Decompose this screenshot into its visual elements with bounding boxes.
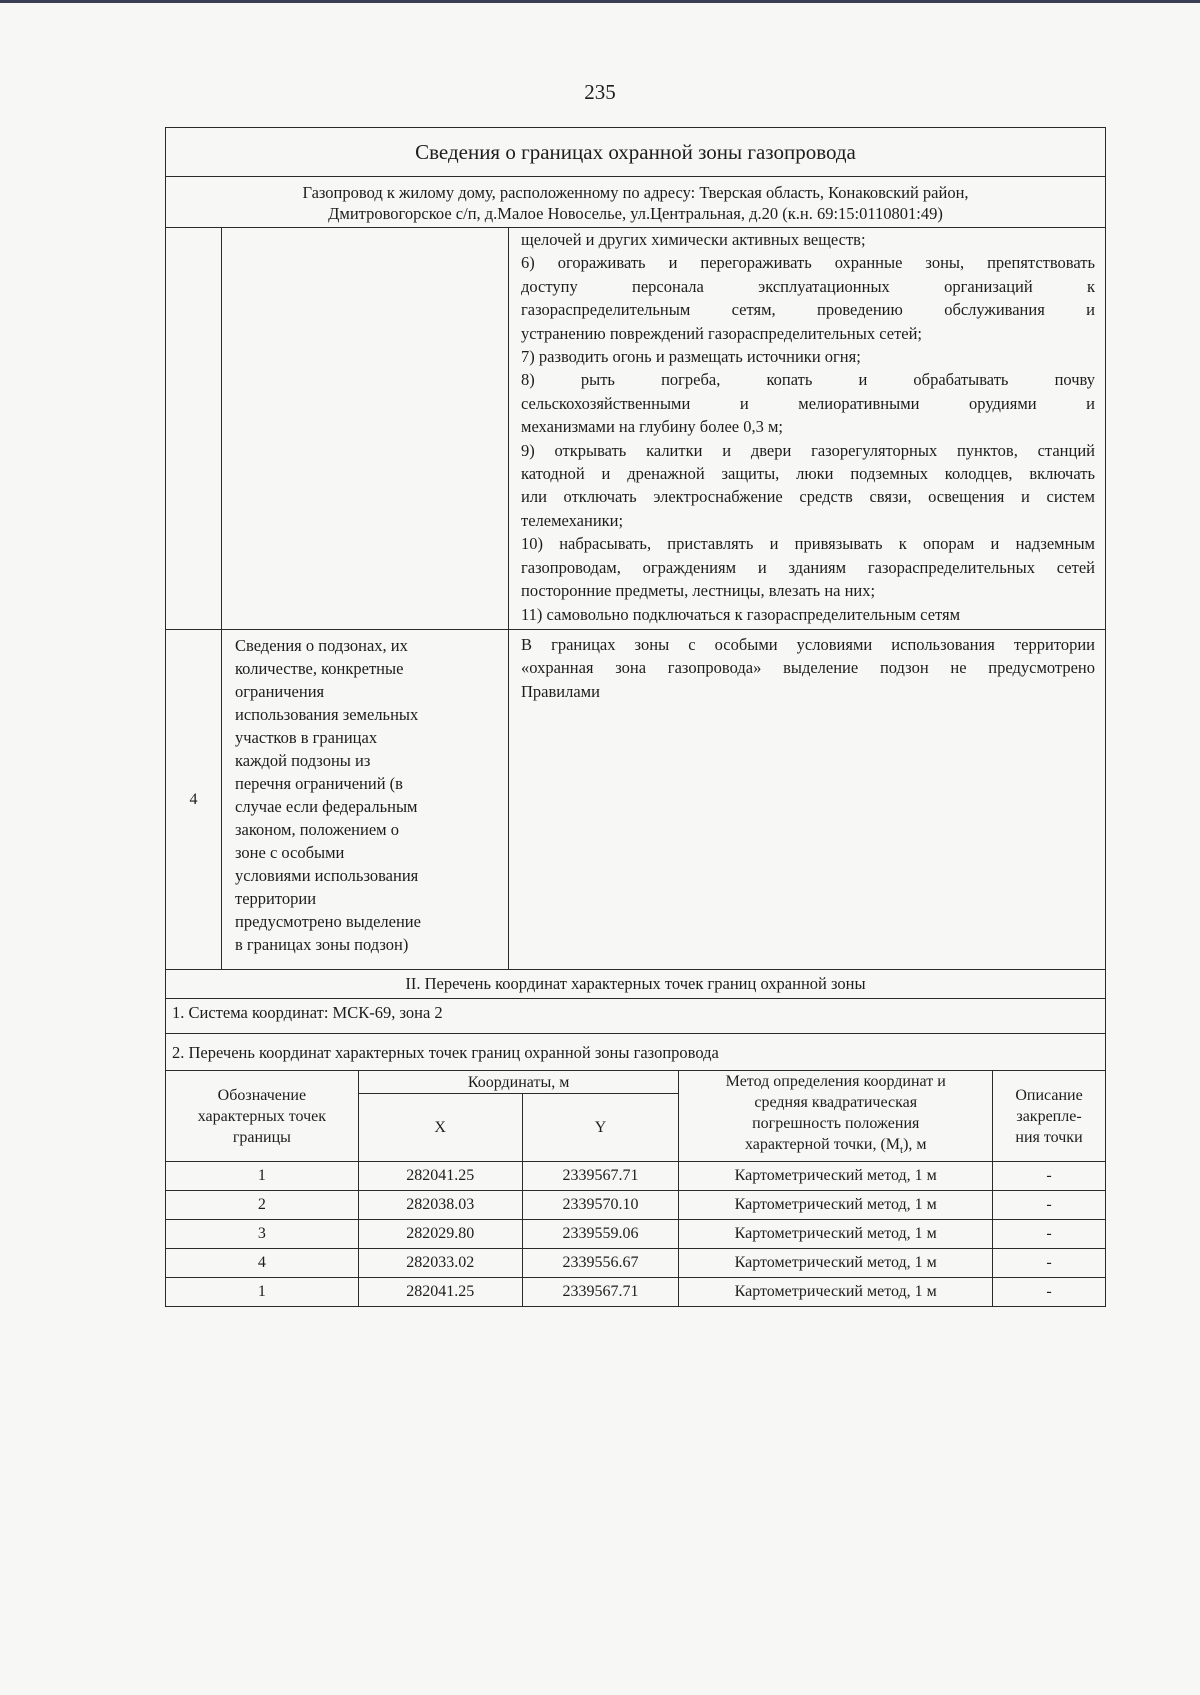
text-line: газораспределительным сетям, проведению обслуживания и [521,300,1095,320]
text-line: или отключать электроснабжение средств связи, освещения и систем [521,487,1095,507]
method-cell: Картометрический метод, 1 м [679,1278,993,1307]
y-cell: 2339567.71 [522,1162,679,1191]
table-row [166,1220,1106,1249]
label-line: случае если федеральным [235,797,418,816]
text-line: устранению повреждений газораспределительных сетей; [521,323,923,343]
label-line: использования земельных [235,705,419,724]
x-cell: 282029.80 [358,1220,522,1249]
text-line: катодной и дренажной защиты, люки подземных колодцев, включать [521,464,1095,484]
zone-info-sheet [165,127,1106,1307]
x-cell: 282041.25 [358,1278,522,1307]
text-line: сельскохозяйственными и мелиоративными орудиями и [521,393,1095,413]
description-cell: - [993,1162,1106,1191]
point-cell: 1 [166,1278,359,1307]
text-line: 11) самовольно подключаться к газораспределительным сетям [521,604,961,624]
scan-top-edge [0,0,1200,3]
x-cell: 282041.25 [358,1162,522,1191]
header-description: Описание закрепле- ния точки [993,1071,1106,1162]
y-cell: 2339567.71 [522,1278,679,1307]
method-cell: Картометрический метод, 1 м [679,1249,993,1278]
row-number: 4 [166,630,222,970]
point-cell: 2 [166,1191,359,1220]
table-row [166,1162,1106,1191]
text-line: 6) огораживать и перегораживать охранные зоны, препятствовать [521,253,1095,273]
label-line: каждой подзоны из [235,751,371,770]
label-line: предусмотрено выделение [235,912,421,931]
header-x: X [358,1094,522,1162]
point-cell: 1 [166,1162,359,1191]
text-line: газопроводам, ограждениям и зданиям газораспределительных сетей [521,557,1095,577]
document-subtitle [166,177,1106,228]
coordinate-list-title: 2. Перечень координат характерных точек границ охранной зоны газопровода [166,1034,1106,1071]
section-title: II. Перечень координат характерных точек границ охранной зоны [166,970,1106,999]
text-line: 8) рыть погреба, копать и обрабатывать почву [521,370,1095,390]
label-line: территории [235,889,317,908]
y-cell: 2339570.10 [522,1191,679,1220]
point-cell: 3 [166,1220,359,1249]
page-number: 235 [584,80,616,104]
header-coordinates: Координаты, м [358,1071,679,1094]
subtitle-line: Дмитровогорское с/п, д.Малое Новоселье, ул.Центральная, д.20 (к.н. 69:15:0110801:49) [328,204,943,223]
row-label-empty [222,228,509,630]
header-method: Метод определения координат и средняя квадратическая погрешность положения характерной точки, $(М_t)$, м [679,1071,993,1162]
method-cell: Картометрический метод, 1 м [679,1162,993,1191]
label-line: законом, положением о [235,820,399,839]
y-cell: 2339559.06 [522,1220,679,1249]
text-line: доступу персонала эксплуатационных организаций к [521,276,1095,296]
text-line: 7) разводить огонь и размещать источники огня; [521,347,861,367]
subtitle-line: Газопровод к жилому дому, расположенному по адресу: Тверская область, Конаковский район, [302,183,969,202]
restrictions-continued [509,228,1106,630]
text-line: 9) открывать калитки и двери газорегуляторных пунктов, станций [521,440,1095,460]
coordinate-system: 1. Система координат: МСК-69, зона 2 [166,999,1106,1034]
text-line: телемеханики; [521,510,624,530]
text-line: 10) набрасывать, приставлять и привязывать к опорам и надземным [521,534,1095,554]
subzones-text [509,630,1106,970]
table-row [166,1191,1106,1220]
y-cell: 2339556.67 [522,1249,679,1278]
table-row [166,1249,1106,1278]
label-line: Сведения о подзонах, их [235,636,408,655]
description-cell: - [993,1278,1106,1307]
method-cell: Картометрический метод, 1 м [679,1191,993,1220]
coordinates-table [165,1070,1106,1307]
text-line: Правилами [521,681,600,701]
description-cell: - [993,1220,1106,1249]
label-line: условиями использования [235,866,419,885]
document-title: Сведения о границах охранной зоны газопровода [166,128,1106,177]
x-cell: 282038.03 [358,1191,522,1220]
label-line: участков в границах [235,728,378,747]
point-cell: 4 [166,1249,359,1278]
zone-info-table [165,127,1106,1071]
label-line: количестве, конкретные [235,659,404,678]
header-designation: Обозначение характерных точек границы [166,1071,359,1162]
x-cell: 282033.02 [358,1249,522,1278]
row-number-empty [166,228,222,630]
table-row [166,1278,1106,1307]
subzones-label [222,630,509,970]
label-line: ограничения [235,682,325,701]
method-cell: Картометрический метод, 1 м [679,1220,993,1249]
label-line: в границах зоны подзон) [235,935,409,954]
description-cell: - [993,1191,1106,1220]
text-line: В границах зоны с особыми условиями использования территории [521,635,1095,654]
text-line: механизмами на глубину более 0,3 м; [521,417,784,437]
label-line: перечня ограничений (в [235,774,403,793]
text-line: «охранная зона газопровода» выделение подзон не предусмотрено [521,658,1095,678]
text-line: щелочей и других химически активных веществ; [521,230,866,249]
label-line: зоне с особыми [235,843,345,862]
description-cell: - [993,1249,1106,1278]
text-line: посторонние предметы, лестницы, влезать на них; [521,581,876,601]
header-y: Y [522,1094,679,1162]
